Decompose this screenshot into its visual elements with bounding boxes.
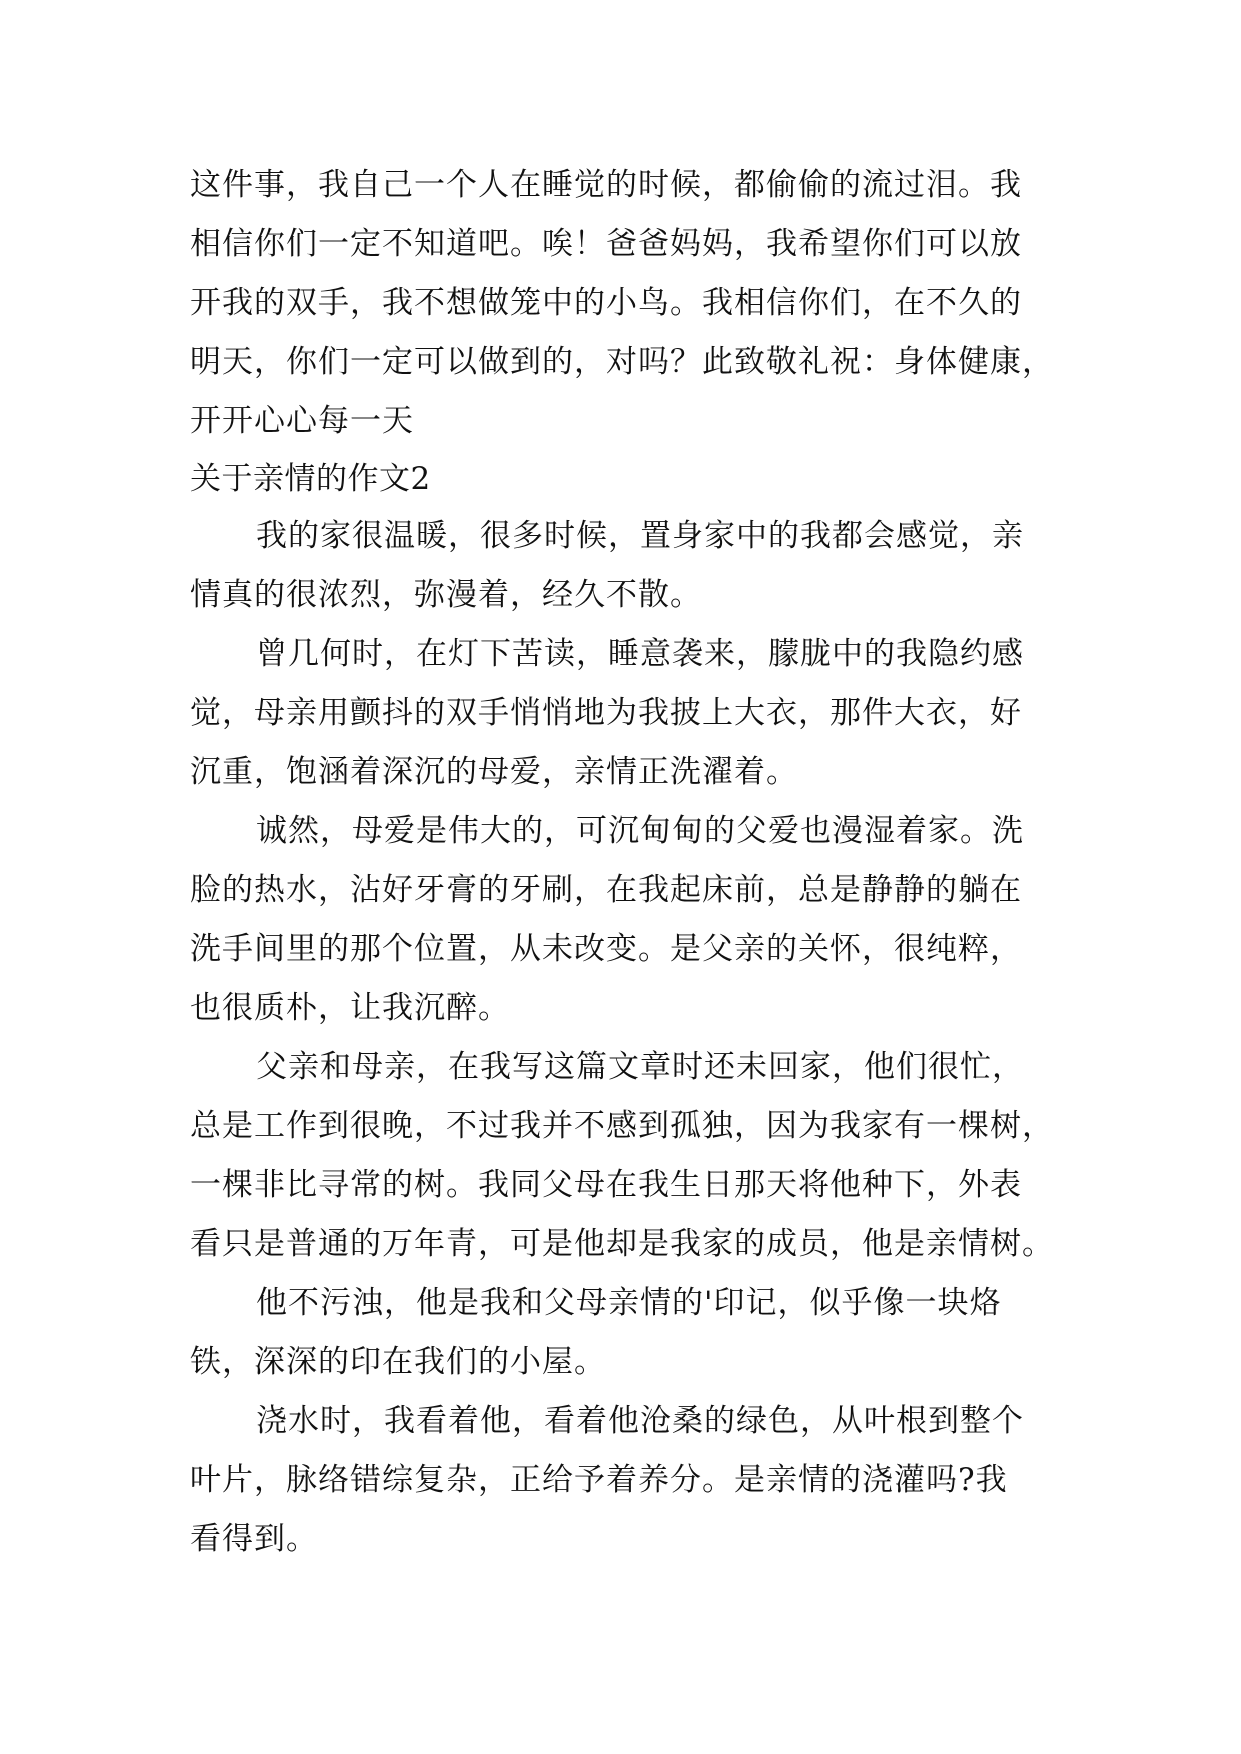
- text-line: 开我的双手，我不想做笼中的小鸟。我相信你们，在不久的: [190, 285, 1022, 321]
- text-line: 总是工作到很晚，不过我并不感到孤独，因为我家有一棵树，: [190, 1108, 1054, 1144]
- text-line: 也很质朴，让我沉醉。: [190, 990, 510, 1026]
- document-body: [190, 156, 1054, 1569]
- text-line: 明天，你们一定可以做到的，对吗？此致敬礼祝：身体健康，: [190, 344, 1054, 380]
- paragraph-first-line: 诚然，母爱是伟大的，可沉甸甸的父爱也漫湿着家。洗: [256, 813, 1024, 849]
- text-line: 相信你们一定不知道吧。唉！爸爸妈妈，我希望你们可以放: [190, 226, 1022, 262]
- text-line: 情真的很浓烈，弥漫着，经久不散。: [190, 577, 702, 613]
- text-line: 看得到。: [190, 1521, 318, 1557]
- paragraph-first-line: 我的家很温暖，很多时候，置身家中的我都会感觉，亲: [256, 518, 1024, 554]
- paragraph-first-line: 他不污浊，他是我和父母亲情的'印记，似乎像一块烙: [256, 1285, 1002, 1321]
- text-line: 开开心心每一天: [190, 403, 414, 439]
- paragraph-first-line: 浇水时，我看着他，看着他沧桑的绿色，从叶根到整个: [256, 1403, 1024, 1439]
- text-line: 看只是普通的万年青，可是他却是我家的成员，他是亲情树。: [190, 1226, 1054, 1262]
- text-line: 铁，深深的印在我们的小屋。: [190, 1344, 606, 1380]
- section-heading: 关于亲情的作文2: [190, 461, 431, 497]
- paragraph-first-line: 父亲和母亲，在我写这篇文章时还未回家，他们很忙，: [256, 1049, 1024, 1085]
- text-line: 一棵非比寻常的树。我同父母在我生日那天将他种下，外表: [190, 1167, 1022, 1203]
- text-line: 这件事，我自己一个人在睡觉的时候，都偷偷的流过泪。我: [190, 167, 1022, 203]
- text-line: 沉重，饱涵着深沉的母爱，亲情正洗濯着。: [190, 754, 798, 790]
- paragraph-first-line: 曾几何时，在灯下苦读，睡意袭来，朦胧中的我隐约感: [256, 636, 1024, 672]
- text-line: 洗手间里的那个位置，从未改变。是父亲的关怀，很纯粹，: [190, 931, 1022, 967]
- text-line: 觉，母亲用颤抖的双手悄悄地为我披上大衣，那件大衣，好: [190, 695, 1022, 731]
- text-line: 脸的热水，沾好牙膏的牙刷，在我起床前，总是静静的躺在: [190, 872, 1022, 908]
- text-line: 叶片，脉络错综复杂，正给予着养分。是亲情的浇灌吗?我: [190, 1462, 1008, 1498]
